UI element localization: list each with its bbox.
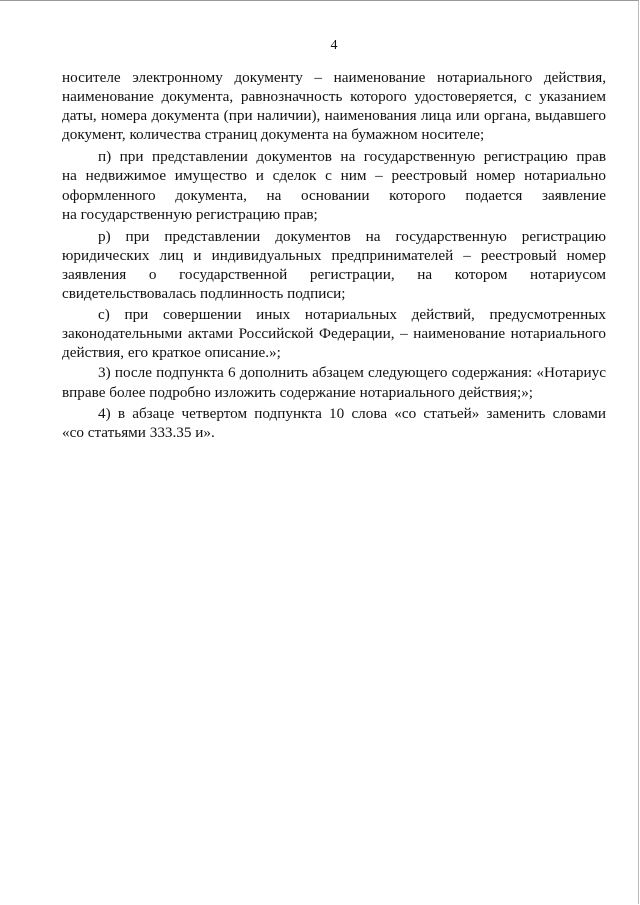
paragraph-4-line: 4) в абзаце четвертом подпункта 10 слова «со статьей» заменить словами <box>98 405 606 422</box>
text-line: документ, количества страниц документа на бумажном носителе; <box>62 126 485 143</box>
text-line: «со статьями 333.35 и». <box>62 424 215 441</box>
text-line: законодательными актами Российской Федерации, – наименование нотариального <box>62 325 606 342</box>
text-line: на государственную регистрацию прав; <box>62 206 318 223</box>
paragraph-3-line: 3) после подпункта 6 дополнить абзацем следующего содержания: «Нотариус <box>98 364 606 381</box>
text-line: носителе электронному документу – наименование нотариального действия, <box>62 69 606 86</box>
paragraph-r-line: р) при представлении документов на государственную регистрацию <box>98 228 606 245</box>
text-line: юридических лиц и индивидуальных предпринимателей – реестровый номер <box>62 247 606 264</box>
text-line: свидетельствовалась подлинность подписи; <box>62 285 346 302</box>
text-line: действия, его краткое описание.»; <box>62 344 281 361</box>
text-line: оформленного документа, на основании которого подается заявление <box>62 187 606 204</box>
text-line: на недвижимое имущество и сделок с ним – реестровый номер нотариально <box>62 167 606 184</box>
text-line: заявления о государственной регистрации, на котором нотариусом <box>62 266 606 283</box>
paragraph-p-line: п) при представлении документов на государственную регистрацию прав <box>98 148 606 165</box>
paragraph-s-line: с) при совершении иных нотариальных действий, предусмотренных <box>98 306 606 323</box>
text-line: даты, номера документа (при наличии), наименования лица или органа, выдавшего <box>62 107 606 124</box>
text-line: вправе более подробно изложить содержание нотариального действия;»; <box>62 384 534 401</box>
page-number: 4 <box>330 38 338 53</box>
text-line: наименование документа, равнозначность которого удостоверяется, с указанием <box>62 88 606 105</box>
